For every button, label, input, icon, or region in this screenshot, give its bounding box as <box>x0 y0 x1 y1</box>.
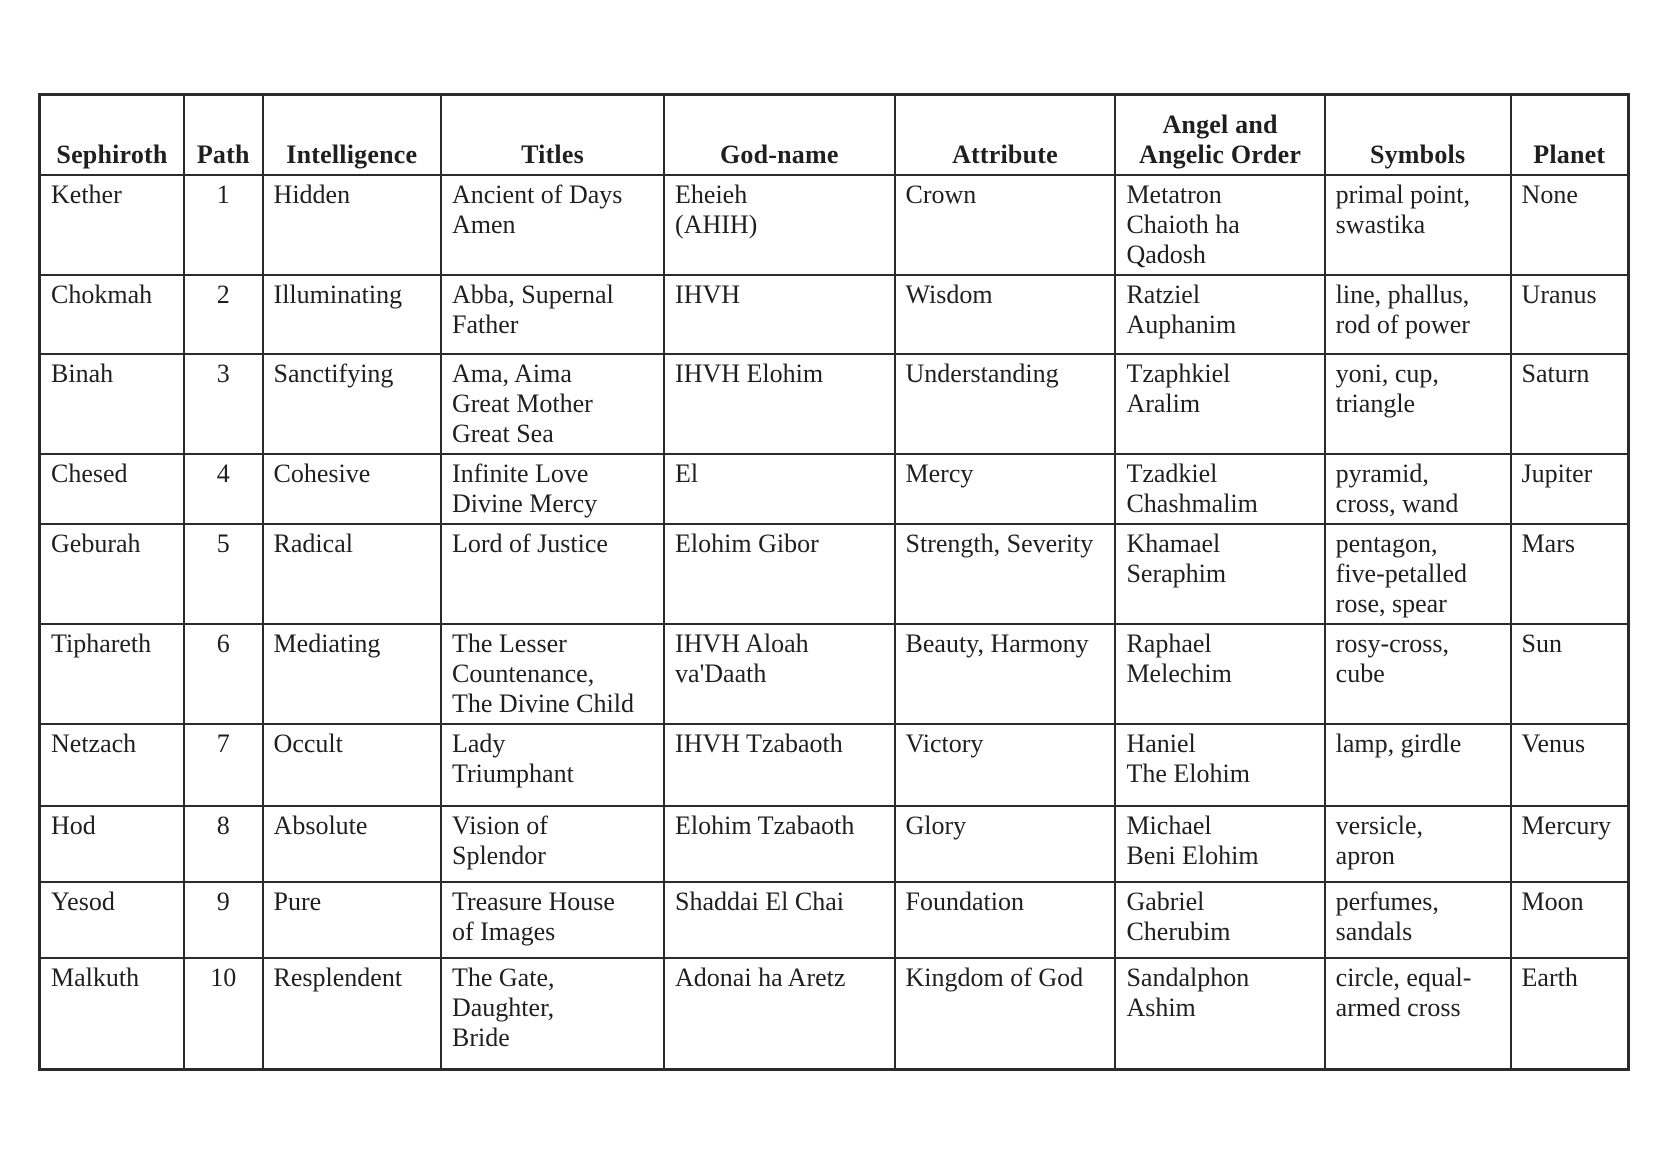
cell-god-name-line: Adonai ha Aretz <box>675 962 846 992</box>
cell-sephiroth: Geburah <box>40 524 184 624</box>
cell-symbols <box>1325 175 1511 275</box>
cell-intelligence: Mediating <box>263 624 441 724</box>
cell-intelligence: Hidden <box>263 175 441 275</box>
cell-titles <box>441 354 664 454</box>
table-row <box>40 175 1629 275</box>
cell-titles-line: Divine Mercy <box>451 488 598 518</box>
cell-titles-line: Amen <box>451 209 516 239</box>
cell-angel-line: Beni Elohim <box>1126 840 1259 870</box>
cell-titles-line: Ama, Aima <box>451 358 572 388</box>
table-row <box>40 806 1629 882</box>
cell-god-name <box>664 175 894 275</box>
cell-titles-line: of Images <box>451 916 556 946</box>
cell-intelligence: Resplendent <box>263 958 441 1070</box>
cell-attribute: Understanding <box>895 354 1116 454</box>
cell-angel-line: Qadosh <box>1126 239 1206 269</box>
header-angel <box>1115 95 1324 175</box>
cell-sephiroth: Tiphareth <box>40 624 184 724</box>
cell-symbols-line: swastika <box>1335 209 1426 239</box>
cell-god-name <box>664 524 894 624</box>
cell-planet: None <box>1511 175 1629 275</box>
header-attribute: Attribute <box>895 95 1116 175</box>
cell-god-name-line: IHVH Aloah <box>675 628 809 658</box>
cell-god-name-line: va'Daath <box>675 658 767 688</box>
cell-angel <box>1115 275 1324 354</box>
table-row <box>40 724 1629 806</box>
cell-path: 8 <box>184 806 263 882</box>
cell-titles <box>441 275 664 354</box>
cell-titles <box>441 524 664 624</box>
cell-god-name-line: IHVH Tzabaoth <box>675 728 843 758</box>
cell-titles <box>441 806 664 882</box>
cell-path: 5 <box>184 524 263 624</box>
cell-angel <box>1115 806 1324 882</box>
cell-angel-line: Michael <box>1126 810 1212 840</box>
cell-symbols-line: yoni, cup, <box>1335 358 1439 388</box>
cell-angel-line: Raphael <box>1126 628 1212 658</box>
header-sephiroth: Sephiroth <box>40 95 184 175</box>
cell-planet: Jupiter <box>1511 454 1629 524</box>
cell-sephiroth: Malkuth <box>40 958 184 1070</box>
cell-planet: Saturn <box>1511 354 1629 454</box>
cell-angel-line: Auphanim <box>1126 309 1237 339</box>
cell-symbols-line: pyramid, <box>1335 458 1429 488</box>
cell-symbols <box>1325 958 1511 1070</box>
cell-angel-line: The Elohim <box>1126 758 1250 788</box>
correspondence-table-sheet <box>38 93 1630 1071</box>
cell-angel <box>1115 724 1324 806</box>
cell-symbols-line: primal point, <box>1335 179 1470 209</box>
cell-angel-line: Khamael <box>1126 528 1221 558</box>
cell-planet: Mars <box>1511 524 1629 624</box>
cell-titles-line: Lord of Justice <box>451 528 608 558</box>
header-angel-line1: Angel and <box>1162 109 1278 139</box>
cell-angel-line: Haniel <box>1126 728 1196 758</box>
cell-god-name-line: (AHIH) <box>675 209 758 239</box>
cell-titles-line: Bride <box>451 1022 510 1052</box>
cell-symbols <box>1325 624 1511 724</box>
header-row <box>40 95 1629 175</box>
header-planet: Planet <box>1511 95 1629 175</box>
cell-symbols-line: sandals <box>1335 916 1413 946</box>
cell-angel-line: Metatron <box>1126 179 1222 209</box>
cell-god-name <box>664 958 894 1070</box>
header-angel-line2: Angelic Order <box>1138 139 1302 169</box>
cell-titles-line: The Lesser <box>451 628 567 658</box>
cell-attribute: Foundation <box>895 882 1116 958</box>
cell-angel-line: Melechim <box>1126 658 1232 688</box>
cell-symbols-line: apron <box>1335 840 1395 870</box>
cell-symbols-line: rod of power <box>1335 309 1470 339</box>
cell-angel <box>1115 175 1324 275</box>
cell-symbols-line: triangle <box>1335 388 1416 418</box>
cell-attribute: Wisdom <box>895 275 1116 354</box>
cell-symbols <box>1325 524 1511 624</box>
cell-titles-line: Splendor <box>451 840 546 870</box>
cell-angel-line: Sandalphon <box>1126 962 1250 992</box>
cell-god-name-line: Shaddai El Chai <box>675 886 845 916</box>
cell-god-name-line: Eheieh <box>675 179 748 209</box>
cell-planet: Uranus <box>1511 275 1629 354</box>
table-body <box>40 175 1629 1070</box>
cell-titles-line: The Divine Child <box>451 688 634 718</box>
cell-angel-line: Tzaphkiel <box>1126 358 1231 388</box>
cell-god-name-line: Elohim Gibor <box>675 528 819 558</box>
cell-path: 2 <box>184 275 263 354</box>
cell-god-name <box>664 624 894 724</box>
cell-symbols <box>1325 354 1511 454</box>
cell-sephiroth: Chesed <box>40 454 184 524</box>
header-path: Path <box>184 95 263 175</box>
header-intelligence: Intelligence <box>263 95 441 175</box>
cell-symbols-line: circle, equal- <box>1335 962 1472 992</box>
cell-attribute: Crown <box>895 175 1116 275</box>
cell-god-name-line: Elohim Tzabaoth <box>675 810 855 840</box>
cell-angel <box>1115 454 1324 524</box>
cell-titles-line: Triumphant <box>451 758 574 788</box>
cell-titles-line: Great Sea <box>451 418 554 448</box>
cell-path: 7 <box>184 724 263 806</box>
cell-intelligence: Sanctifying <box>263 354 441 454</box>
cell-path: 1 <box>184 175 263 275</box>
cell-sephiroth: Kether <box>40 175 184 275</box>
cell-symbols <box>1325 454 1511 524</box>
cell-symbols <box>1325 882 1511 958</box>
cell-path: 6 <box>184 624 263 724</box>
table-row <box>40 524 1629 624</box>
sephiroth-correspondence-table <box>38 93 1630 1071</box>
cell-symbols-line: armed cross <box>1335 992 1461 1022</box>
cell-symbols-line: versicle, <box>1335 810 1424 840</box>
cell-planet: Sun <box>1511 624 1629 724</box>
cell-god-name-line: El <box>675 458 699 488</box>
cell-titles-line: Daughter, <box>451 992 555 1022</box>
cell-titles-line: Ancient of Days <box>451 179 623 209</box>
cell-titles-line: Treasure House <box>451 886 615 916</box>
cell-symbols <box>1325 275 1511 354</box>
cell-attribute: Beauty, Harmony <box>895 624 1116 724</box>
cell-angel-line: Ratziel <box>1126 279 1201 309</box>
cell-attribute: Victory <box>895 724 1116 806</box>
cell-angel-line: Aralim <box>1126 388 1201 418</box>
cell-symbols-line: perfumes, <box>1335 886 1439 916</box>
cell-titles <box>441 958 664 1070</box>
cell-god-name <box>664 882 894 958</box>
cell-symbols <box>1325 806 1511 882</box>
cell-planet: Earth <box>1511 958 1629 1070</box>
cell-god-name <box>664 275 894 354</box>
header-symbols: Symbols <box>1325 95 1511 175</box>
cell-titles <box>441 454 664 524</box>
cell-attribute: Mercy <box>895 454 1116 524</box>
cell-symbols-line: line, phallus, <box>1335 279 1470 309</box>
cell-titles <box>441 175 664 275</box>
cell-planet: Mercury <box>1511 806 1629 882</box>
cell-angel <box>1115 354 1324 454</box>
cell-intelligence: Radical <box>263 524 441 624</box>
cell-attribute: Strength, Severity <box>895 524 1116 624</box>
cell-symbols-line: cube <box>1335 658 1385 688</box>
cell-titles-line: Infinite Love <box>451 458 589 488</box>
cell-symbols-line: pentagon, <box>1335 528 1438 558</box>
cell-path: 3 <box>184 354 263 454</box>
cell-titles-line: Vision of <box>451 810 548 840</box>
cell-angel-line: Chashmalim <box>1126 488 1258 518</box>
cell-god-name-line: IHVH Elohim <box>675 358 824 388</box>
cell-planet: Moon <box>1511 882 1629 958</box>
header-god-name: God-name <box>664 95 894 175</box>
cell-attribute: Glory <box>895 806 1116 882</box>
cell-sephiroth: Hod <box>40 806 184 882</box>
cell-planet: Venus <box>1511 724 1629 806</box>
cell-god-name <box>664 806 894 882</box>
cell-sephiroth: Chokmah <box>40 275 184 354</box>
cell-angel <box>1115 624 1324 724</box>
cell-titles-line: The Gate, <box>451 962 555 992</box>
cell-sephiroth: Netzach <box>40 724 184 806</box>
cell-intelligence: Occult <box>263 724 441 806</box>
cell-angel-line: Chaioth ha <box>1126 209 1240 239</box>
cell-symbols-line: lamp, girdle <box>1335 728 1462 758</box>
cell-titles <box>441 882 664 958</box>
table-row <box>40 958 1629 1070</box>
cell-angel <box>1115 882 1324 958</box>
cell-sephiroth: Yesod <box>40 882 184 958</box>
cell-angel <box>1115 958 1324 1070</box>
cell-god-name-line: IHVH <box>675 279 741 309</box>
cell-path: 4 <box>184 454 263 524</box>
cell-sephiroth: Binah <box>40 354 184 454</box>
cell-symbols-line: cross, wand <box>1335 488 1459 518</box>
cell-titles-line: Abba, Supernal <box>451 279 614 309</box>
cell-god-name <box>664 724 894 806</box>
cell-titles-line: Great Mother <box>451 388 593 418</box>
cell-intelligence: Pure <box>263 882 441 958</box>
cell-symbols-line: rosy-cross, <box>1335 628 1450 658</box>
cell-intelligence: Cohesive <box>263 454 441 524</box>
cell-symbols-line: rose, spear <box>1335 588 1447 618</box>
table-row <box>40 354 1629 454</box>
cell-intelligence: Illuminating <box>263 275 441 354</box>
header-titles: Titles <box>441 95 664 175</box>
table-row <box>40 275 1629 354</box>
cell-symbols-line: five-petalled <box>1335 558 1468 588</box>
cell-titles <box>441 724 664 806</box>
cell-god-name <box>664 454 894 524</box>
cell-god-name <box>664 354 894 454</box>
cell-titles-line: Lady <box>451 728 506 758</box>
cell-angel-line: Ashim <box>1126 992 1196 1022</box>
cell-titles-line: Father <box>451 309 519 339</box>
cell-symbols <box>1325 724 1511 806</box>
table-row <box>40 882 1629 958</box>
table-row <box>40 624 1629 724</box>
cell-titles-line: Countenance, <box>451 658 595 688</box>
cell-angel-line: Cherubim <box>1126 916 1231 946</box>
cell-path: 9 <box>184 882 263 958</box>
cell-intelligence: Absolute <box>263 806 441 882</box>
cell-angel-line: Seraphim <box>1126 558 1227 588</box>
cell-angel-line: Gabriel <box>1126 886 1205 916</box>
cell-angel <box>1115 524 1324 624</box>
cell-attribute: Kingdom of God <box>895 958 1116 1070</box>
table-row <box>40 454 1629 524</box>
cell-path: 10 <box>184 958 263 1070</box>
cell-angel-line: Tzadkiel <box>1126 458 1218 488</box>
cell-titles <box>441 624 664 724</box>
